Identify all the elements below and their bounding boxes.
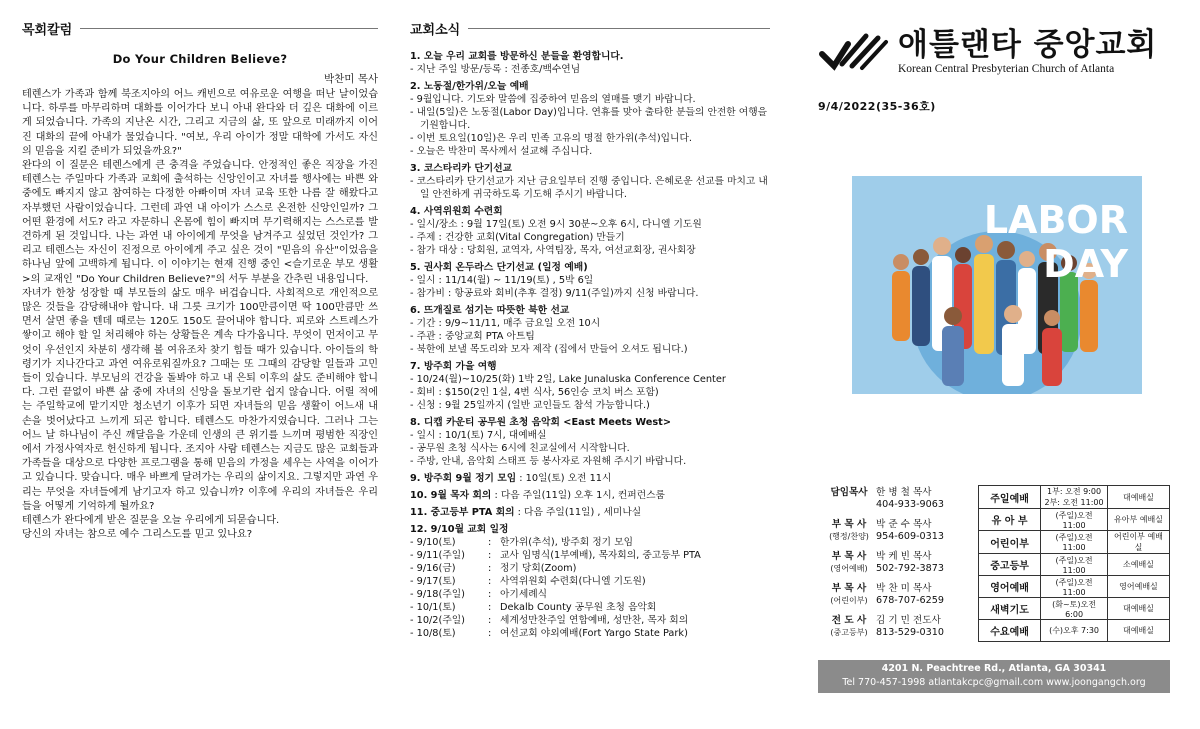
separator: :	[488, 615, 492, 626]
news-item	[410, 472, 770, 485]
church-contact: Tel 770-457-1998 atlantakcpc@gmail.com www.joongangch.org	[842, 677, 1146, 688]
worship-row	[979, 486, 1170, 509]
news-list	[410, 50, 770, 640]
news-line: - 기간 : 9/9~11/11, 매주 금요일 오전 10시	[410, 318, 601, 329]
news-line: - 오늘은 박찬미 목사께서 설교해 주십니다.	[410, 146, 593, 157]
staff-role-label: 담임목사	[830, 487, 868, 498]
church-address: 4201 N. Peachtree Rd., Atlanta, GA 30341	[881, 663, 1107, 674]
church-name	[898, 28, 1157, 75]
banner-word: DAY	[1043, 242, 1128, 286]
news-item	[410, 205, 770, 257]
schedule-title: 12. 9/10월 교회 일정	[410, 524, 509, 535]
pastor-column	[22, 0, 378, 543]
schedule-row	[410, 588, 770, 601]
column-paragraph: 테렌스가 가족과 함께 북조지아의 어느 캐빈으로 여유로운 여행을 떠난 날이었습니다. 하루를 마무리하며 대화를 이어가다 보니 아내 완다와 더 깊은 대화에 이르게 되었습니다. 가족의 지난온 시간, 그리고 지금의 삶, 또 앞으로 미래까지 이어진 대화의 끝에 아내가 물었습니다. "여보, 우리 아이가 정말 대학에 가서도 자신의 믿음을 지킬 준비가 되었을까요?"	[22, 89, 378, 157]
worship-place: 대예배실	[1107, 486, 1169, 509]
news-item	[410, 360, 770, 412]
worship-service: 영어예배	[979, 576, 1041, 598]
worship-service: 어린이부	[979, 531, 1041, 554]
news-line: - 내일(5일)은 노동절(Labor Day)입니다. 연휴를 맞아 출타한 분들의 안전한 여행을 기원합니다.	[410, 107, 768, 131]
staff-row	[822, 487, 972, 511]
issue-date: 9/4/2022(35-36호)	[818, 100, 936, 113]
column-paragraph: 테렌스가 완다에게 받은 질문을 오늘 우리에게 되묻습니다.	[22, 515, 280, 527]
news-item-title: 5. 권사회 온두라스 단기선교 (일정 예배)	[410, 262, 588, 273]
worship-time: (주일)오전 11:00	[1041, 509, 1108, 531]
church-news	[410, 0, 770, 644]
news-item-title: 3. 코스타리카 단기선교	[410, 163, 513, 174]
schedule-row	[410, 562, 770, 575]
staff-list	[822, 487, 972, 647]
schedule-date: - 9/11(주일)	[410, 550, 465, 561]
worship-time: (수)오후 7:30	[1041, 620, 1108, 642]
worship-service: 중고등부	[979, 554, 1041, 576]
schedule-date: - 10/2(주일)	[410, 615, 465, 626]
worship-place: 대예배실	[1107, 598, 1169, 620]
column-body	[22, 88, 378, 543]
news-line: - 북한에 보낼 목도리와 모자 제작 (집에서 만들어 오셔도 됩니다.)	[410, 344, 688, 355]
staff-role	[822, 583, 876, 607]
worship-time: (주일)오전 11:00	[1041, 554, 1108, 576]
staff-row	[822, 615, 972, 639]
worship-row	[979, 554, 1170, 576]
worship-row	[979, 509, 1170, 531]
staff-info	[876, 615, 972, 639]
staff-role-label: 부 목 사	[831, 583, 867, 594]
church-name-english: Korean Central Presbyterian Church of Atlanta	[898, 63, 1115, 75]
staff-role	[822, 519, 876, 543]
staff-phone: 954-609-0313	[876, 531, 944, 542]
staff-phone: 813-529-0310	[876, 627, 944, 638]
worship-time: (주일)오전 11:00	[1041, 531, 1108, 554]
worship-row	[979, 531, 1170, 554]
staff-name: 박 케 빈 목사	[876, 551, 932, 562]
schedule-date: - 9/10(토)	[410, 537, 456, 548]
worship-time-line: 1부: 오전 9:00	[1047, 487, 1102, 496]
news-item-detail: : 10일(토) 오전 11시	[516, 473, 612, 484]
staff-info	[876, 551, 972, 575]
column-heading: 목회칼럼	[22, 22, 73, 38]
news-line: - 참가 대상 : 당회원, 교역자, 사역팀장, 목자, 여선교회장, 권사회장	[410, 245, 696, 256]
news-line: - 일시 : 10/1(토) 7시, 대예배실	[410, 430, 547, 441]
news-item-detail: : 다음 주일(11일) , 세미나실	[514, 507, 642, 518]
divider	[80, 28, 378, 29]
staff-phone: 502-792-3873	[876, 563, 944, 574]
worship-time	[1041, 486, 1108, 509]
news-line: - 일시 : 11/14(월) ~ 11/19(토) , 5박 6일	[410, 275, 594, 286]
column-paragraph: 완다의 이 질문은 테렌스에게 큰 충격을 주었습니다. 안정적인 좋은 직장을 가진 테렌스는 주일마다 가족과 교회에 출석하는 신앙인이고 자녀를 행사에는 바쁜 와중에도 빠지지 않고 참여하는 다정한 아빠이며 자녀 교육 또한 나름 잘 해왔다고 자부했던 사람이었습니다. 그런데 과연 내 아이가 스스로 온전한 신앙인일까? 그 어떤 환경에 서도? 라고 자문하니 온몸에 힘이 빠지며 무기력해지는 스스로를 발견하게 된 것입니다. 나는 과연 내 아이에게 무엇을 남겨주고 싶었던 것인가? 그리고 테렌스는 자신이 진정으로 아이에게 주고 싶은 것이 "믿음의 유산"이었음을 하나님 앞에 고백하게 됩니다. 이 이야기는 현재 진행 중인 <슬기로운 부모 생활>의 교재인 "Do Your Children Believe?"의 서두 부분을 간추린 내용입니다.	[22, 160, 378, 285]
separator: :	[488, 628, 492, 639]
news-item	[410, 80, 770, 158]
staff-name: 박 찬 미 목사	[876, 583, 932, 594]
news-line: - 지난 주일 방문/등록 : 전종호/백수연님	[410, 64, 581, 75]
staff-info	[876, 487, 972, 511]
news-item	[410, 261, 770, 300]
news-line: - 참가비 : 항공료와 회비(추후 결정) 9/11(주일)까지 신청 바랍니다.	[410, 288, 699, 299]
news-line: - 공무원 초청 식사는 6시에 친교실에서 시작합니다.	[410, 443, 630, 454]
labor-day-banner	[852, 176, 1142, 394]
staff-role-label: 부 목 사	[831, 519, 867, 530]
worship-row	[979, 598, 1170, 620]
news-item-title: 10. 9월 목자 회의	[410, 490, 492, 501]
column-author: 박찬미 목사	[323, 73, 378, 85]
staff-info	[876, 519, 972, 543]
worship-place: 어린이부 예배실	[1107, 531, 1169, 554]
column-title: Do Your Children Believe?	[112, 52, 288, 66]
worship-row	[979, 576, 1170, 598]
worship-service: 유 아 부	[979, 509, 1041, 531]
staff-info	[876, 583, 972, 607]
separator: :	[488, 550, 492, 561]
news-item	[410, 489, 770, 502]
news-line: - 코스타리카 단기선교가 지난 금요일부터 진행 중입니다. 은혜로운 선교를 마치고 내일 안전하게 귀국하도록 기도해 주시기 바랍니다.	[410, 176, 768, 200]
worship-row	[979, 620, 1170, 642]
staff-name: 박 준 수 목사	[876, 519, 932, 530]
separator: :	[488, 589, 492, 600]
staff-row	[822, 583, 972, 607]
worship-time: (화~토)오전 6:00	[1041, 598, 1108, 620]
news-line: - 주제 : 건강한 교회(Vital Congregation) 만들기	[410, 232, 625, 243]
news-item-title: 4. 사역위원회 수련회	[410, 206, 503, 217]
worship-place: 영어예배실	[1107, 576, 1169, 598]
news-heading: 교회소식	[410, 22, 461, 38]
staff-name: 한 병 철 목사	[876, 487, 932, 498]
schedule-row	[410, 575, 770, 588]
staff-phone: 404-933-9063	[876, 499, 944, 510]
schedule-date: - 9/16(금)	[410, 563, 456, 574]
separator: :	[488, 602, 492, 613]
schedule-event: 사역위원회 수련회(다니엘 기도원)	[500, 576, 646, 587]
schedule-date: - 10/1(토)	[410, 602, 456, 613]
schedule-row	[410, 614, 770, 627]
worship-schedule-table	[978, 485, 1170, 642]
staff-name: 김 기 민 전도사	[876, 615, 941, 626]
schedule-row	[410, 536, 770, 549]
news-item-title: 8. 디캡 카운티 공무원 초청 음악회 <East Meets West>	[410, 417, 672, 428]
staff-role-sub: (영어예배)	[830, 564, 868, 573]
church-name-korean: 애틀랜타 중앙교회	[898, 27, 1158, 63]
schedule-date: - 10/8(토)	[410, 628, 456, 639]
news-line: - 신청 : 9월 25일까지 (일반 교인들도 참석 가능합니다.)	[410, 400, 650, 411]
worship-service: 주일예배	[979, 486, 1041, 509]
worship-time-line: 2부: 오전 11:00	[1044, 498, 1104, 507]
staff-role-sub: (중고등부)	[830, 628, 868, 637]
news-item-title: 7. 방주회 가을 여행	[410, 361, 497, 372]
news-line: - 주관 : 중앙교회 PTA 아트팀	[410, 331, 535, 342]
staff-phone: 678-707-6259	[876, 595, 944, 606]
staff-role-label: 부 목 사	[831, 551, 867, 562]
news-item-title: 11. 중고등부 PTA 회의	[410, 507, 515, 518]
bulletin-cover	[818, 0, 1170, 729]
staff-row	[822, 551, 972, 575]
schedule-event: 정기 당회(Zoom)	[500, 563, 577, 574]
column-paragraph: 자녀가 한창 성장할 때 부모들의 삶도 매우 버겁습니다. 사회적으로 개인적으로 많은 것들을 감당해내야 합니다. 내 그릇 크기가 100만큼이면 딱 100만큼만 쓰면서 살면 좋을 텐데 때로는 120도 150도 끌어내야 합니다. 피로와 스트레스가 쌓이고 해야 할 일 처리해야 하는 상황들은 계속 다가옵니다. 무엇이 먼저이고 무엇이 우선인지 차분히 생각해 볼 여유조차 찾기 힘들 때가 있습니다. 아이들의 학령기가 지나간다고 과연 여유로워질까요? 그때는 또 그때의 감당할 일들과 고민들이 있습니다. 부모님의 건강을 돌봐야 하고 내 은퇴 이후의 삶도 준비해야 합니다. 그런 끝없이 바쁜 삶 중에 자녀의 신앙을 돌보기란 쉽지 않습니다. 어릴 적에는 주일학교에 맡기지만 청소년기 이후가 되면 자녀들의 믿음 생활이 어느새 내 손을 벗어났다고 느끼게 되곤 합니다. 테렌스도 마찬가지였습니다. 그러나 그는 어느 날 하나님이 주신 깨달음을 가운데 인생의 큰 위기를 느끼며 평범한 직장인에서 가정사역자로 헌신하게 됩니다. 조지아 사람 테렌스는 지금도 많은 교회들과 가족들을 대상으로 다양한 프로그램을 통해 믿음의 가정을 세우는 사역을 이어가고 있습니다. 맞습니다. 매우 바쁘게 달려가는 우리의 삶이지요. 그렇지만 과연 우리는 무엇을 자녀들에게 남기고자 하고 있습니까? 이후에 우리의 자녀들은 우리들을 어떻게 기억하게 될까요?	[22, 287, 378, 512]
church-logo	[818, 28, 1170, 75]
church-contact-footer	[818, 660, 1170, 693]
news-item	[410, 506, 770, 519]
separator: :	[488, 537, 492, 548]
schedule-date: - 9/17(토)	[410, 576, 456, 587]
worship-place: 대예배실	[1107, 620, 1169, 642]
worship-service: 수요예배	[979, 620, 1041, 642]
news-line: - 9월입니다. 기도와 말씀에 집중하여 믿음의 열매를 맺기 바랍니다.	[410, 94, 696, 105]
news-line: - 회비 : $150(2인 1실, 4번 식사, 56인승 코치 버스 포함)	[410, 387, 659, 398]
staff-role-sub: (어린이부)	[830, 596, 868, 605]
schedule-event: 아기세례식	[500, 589, 548, 600]
staff-role	[822, 615, 876, 639]
separator: :	[488, 563, 492, 574]
news-line: - 일시/장소 : 9월 17일(토) 오전 9시 30분~오후 6시, 다니엘 기도원	[410, 219, 702, 230]
news-line: - 10/24(월)~10/25(화) 1박 2일, Lake Junaluska Conference Center	[410, 374, 726, 385]
schedule-row	[410, 549, 770, 562]
schedule-event: Dekalb County 공무원 초청 음악회	[500, 602, 657, 613]
schedule-row	[410, 627, 770, 640]
schedule-event: 여선교회 야외예배(Fort Yargo State Park)	[500, 628, 688, 639]
news-line: - 주방, 안내, 음악회 스태프 등 봉사자로 자원해 주시기 바랍니다.	[410, 456, 687, 467]
worship-place: 소예배실	[1107, 554, 1169, 576]
worship-place: 유아부 예배실	[1107, 509, 1169, 531]
news-item-title: 6. 뜨개질로 섬기는 따뜻한 북한 선교	[410, 305, 570, 316]
staff-role	[822, 487, 876, 511]
schedule-event: 한가위(추석), 방주회 정기 모임	[500, 537, 634, 548]
column-paragraph: 당신의 자녀는 참으로 예수 그리스도를 믿고 있나요?	[22, 529, 253, 541]
news-item	[410, 162, 770, 201]
news-item	[410, 304, 770, 356]
news-item-detail: : 다음 주일(11일) 오후 1시, 컨퍼런스룸	[491, 490, 665, 501]
separator: :	[488, 576, 492, 587]
schedule-row	[410, 601, 770, 614]
worship-time: (주일)오전 11:00	[1041, 576, 1108, 598]
schedule-date: - 9/18(주일)	[410, 589, 465, 600]
staff-role-label: 전 도 사	[831, 615, 867, 626]
schedule-event: 세계성만찬주일 연합예배, 성만찬, 목자 회의	[500, 615, 689, 626]
news-item-title: 1. 오늘 우리 교회를 방문하신 분들을 환영합니다.	[410, 51, 624, 62]
news-item	[410, 50, 770, 76]
news-line: - 이번 토요일(10일)은 우리 민족 고유의 명절 한가위(추석)입니다.	[410, 133, 692, 144]
news-item-title: 2. 노동절/한가위/오늘 예배	[410, 81, 529, 92]
column-heading-bar	[22, 18, 378, 38]
divider	[468, 28, 770, 29]
labor-day-title	[984, 198, 1128, 286]
news-heading-bar	[410, 18, 770, 38]
banner-word: LABOR	[983, 198, 1128, 242]
schedule-event: 교사 임명식(1부예배), 목자회의, 중고등부 PTA	[500, 550, 701, 561]
news-item-title: 9. 방주회 9월 정기 모임	[410, 473, 517, 484]
staff-row	[822, 519, 972, 543]
worship-service: 새벽기도	[979, 598, 1041, 620]
church-logo-icon	[818, 30, 890, 74]
staff-role-sub: (행정/찬양)	[829, 532, 869, 541]
staff-role	[822, 551, 876, 575]
news-item	[410, 416, 770, 468]
schedule	[410, 523, 770, 640]
